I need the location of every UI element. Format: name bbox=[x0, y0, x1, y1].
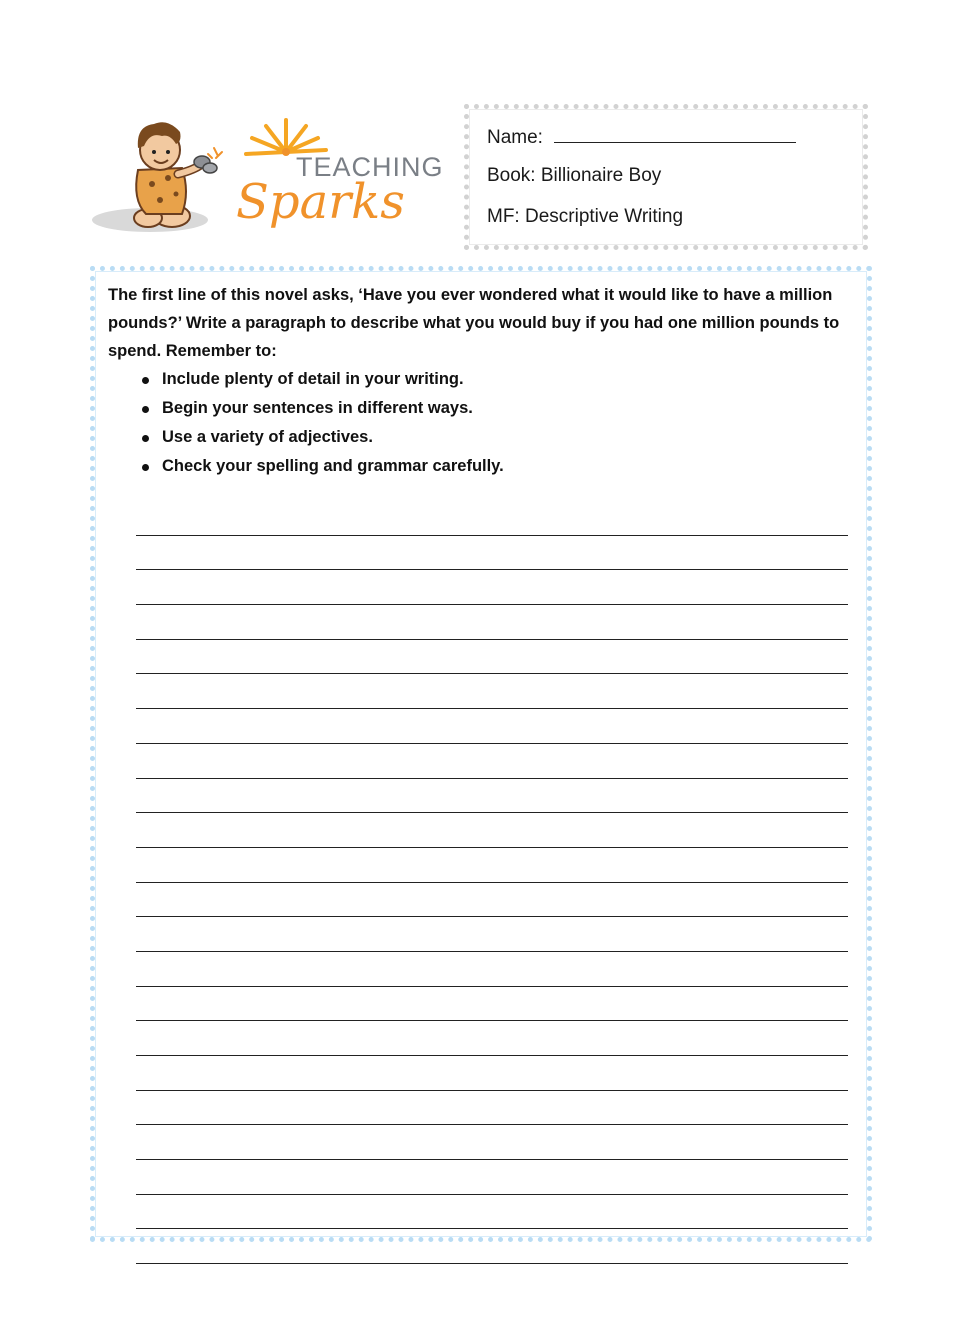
name-row bbox=[487, 124, 796, 149]
writing-line[interactable] bbox=[136, 1021, 848, 1056]
logo-teaching-text: TEACHING bbox=[296, 152, 444, 182]
writing-line[interactable] bbox=[136, 501, 848, 536]
writing-line[interactable] bbox=[136, 570, 848, 605]
writing-line[interactable] bbox=[136, 883, 848, 918]
writing-line[interactable] bbox=[136, 1056, 848, 1091]
writing-line[interactable] bbox=[136, 640, 848, 675]
writing-line[interactable] bbox=[136, 1160, 848, 1195]
logo-sparks-text: Sparks bbox=[236, 174, 405, 230]
writing-line[interactable] bbox=[136, 952, 848, 987]
caveboy-mascot-icon bbox=[134, 122, 222, 227]
writing-line[interactable] bbox=[136, 744, 848, 779]
info-box bbox=[464, 104, 868, 250]
list-item: Include plenty of detail in your writing. bbox=[108, 365, 860, 394]
teaching-sparks-logo bbox=[90, 108, 450, 248]
writing-line[interactable] bbox=[136, 536, 848, 571]
reminder-list bbox=[108, 365, 860, 481]
writing-line[interactable] bbox=[136, 779, 848, 814]
writing-line[interactable] bbox=[136, 1229, 848, 1264]
book-title: Book: Billionaire Boy bbox=[487, 165, 662, 186]
name-label: Name: bbox=[487, 127, 543, 148]
writing-line[interactable] bbox=[136, 605, 848, 640]
writing-area[interactable] bbox=[136, 501, 848, 1264]
prompt-text: The first line of this novel asks, ‘Have you ever wondered what it would like to have a million pounds?’ Write a paragraph to describe what you would buy if you had one million pounds to spend. Remember to: bbox=[108, 286, 840, 360]
list-item: Use a variety of adjectives. bbox=[108, 423, 860, 452]
name-field[interactable] bbox=[554, 124, 796, 143]
writing-line[interactable] bbox=[136, 1195, 848, 1230]
writing-line[interactable] bbox=[136, 987, 848, 1022]
task-prompt bbox=[108, 281, 860, 481]
writing-line[interactable] bbox=[136, 917, 848, 952]
list-item: Check your spelling and grammar carefully. bbox=[108, 452, 860, 481]
task-box bbox=[90, 266, 872, 1242]
writing-line[interactable] bbox=[136, 674, 848, 709]
writing-line[interactable] bbox=[136, 1125, 848, 1160]
mf-label: MF: Descriptive Writing bbox=[487, 206, 684, 227]
writing-line[interactable] bbox=[136, 709, 848, 744]
writing-line[interactable] bbox=[136, 848, 848, 883]
writing-line[interactable] bbox=[136, 813, 848, 848]
writing-line[interactable] bbox=[136, 1091, 848, 1126]
list-item: Begin your sentences in different ways. bbox=[108, 394, 860, 423]
